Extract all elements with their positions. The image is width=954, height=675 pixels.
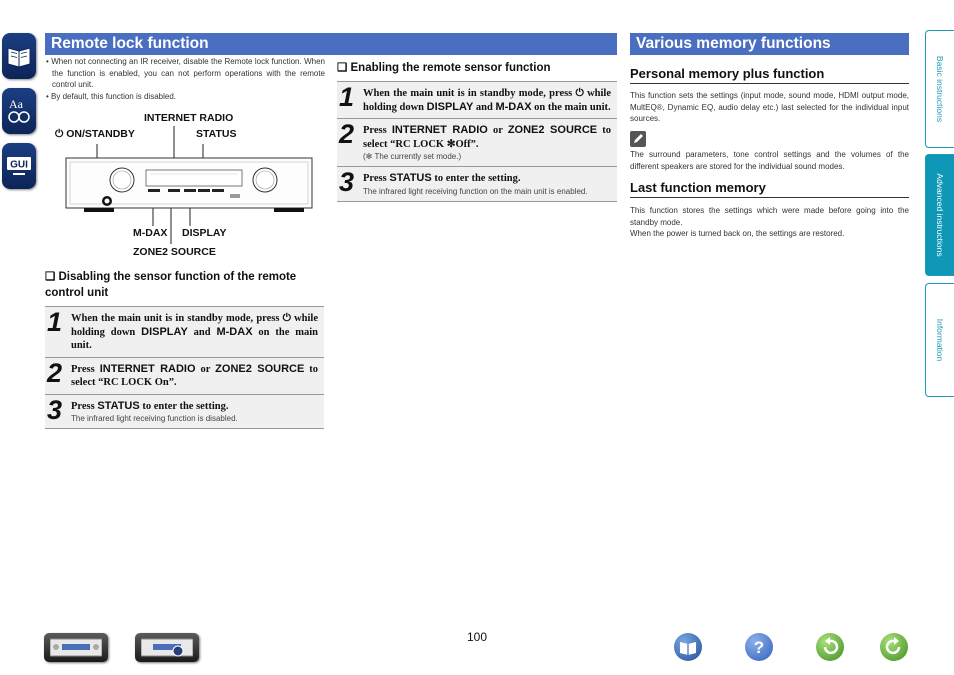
personal-memory-heading: Personal memory plus function bbox=[630, 66, 909, 84]
enable-sensor-heading: ❑ Enabling the remote sensor function bbox=[337, 62, 551, 74]
note-text: The surround parameters, tone control settings and the volumes of the different speakers are stored for the individual sound modes. bbox=[630, 150, 909, 171]
remote-control-icon[interactable] bbox=[135, 633, 199, 662]
front-panel-diagram bbox=[60, 124, 320, 244]
label-m-dax: M-DAX bbox=[133, 227, 168, 239]
step-2: 2 Press INTERNET RADIO or ZONE2 SOURCE to select “RC LOCK ✻Off”. (✻ The currently set mode.) bbox=[337, 119, 617, 167]
disable-sensor-heading: ❑ Disabling the sensor function of the remote control unit bbox=[45, 271, 297, 299]
svg-text:?: ? bbox=[753, 638, 765, 657]
label-internet-radio: INTERNET RADIO bbox=[144, 112, 234, 124]
label-status: STATUS bbox=[196, 128, 237, 140]
contents-book-icon[interactable] bbox=[2, 33, 36, 79]
disable-steps bbox=[45, 306, 324, 429]
tab-basic-instructions[interactable]: Basic instructions bbox=[925, 30, 954, 148]
remote-lock-bullets bbox=[45, 56, 325, 102]
power-icon: ⏻ bbox=[55, 128, 67, 140]
section-title-memory: Various memory functions bbox=[630, 33, 909, 55]
label-zone2-source: ZONE2 SOURCE bbox=[133, 246, 216, 258]
step-1: 1 When the main unit is in standby mode, press ⏻ while holding down DISPLAY and M-DAX on the main unit. bbox=[337, 82, 617, 119]
index-aa-icon[interactable] bbox=[2, 88, 36, 134]
personal-memory-text: This function sets the settings (input mode, sound mode, HDMI output mode, MultEQ®, Dynamic EQ, audio delay etc.) last selected for the individual input sources. bbox=[630, 91, 909, 123]
page-number: 100 bbox=[466, 630, 488, 644]
step-2: 2 Press INTERNET RADIO or ZONE2 SOURCE to select “RC LOCK On”. bbox=[45, 358, 324, 395]
tab-advanced-instructions[interactable]: Advanced instructions bbox=[925, 154, 954, 276]
last-function-heading: Last function memory bbox=[630, 180, 909, 198]
manual-book-icon[interactable] bbox=[674, 633, 702, 661]
front-panel-icon[interactable] bbox=[44, 633, 108, 662]
forward-arrow-icon[interactable] bbox=[880, 633, 908, 661]
label-display: DISPLAY bbox=[182, 227, 227, 239]
svg-text:GUI: GUI bbox=[10, 159, 28, 171]
bullet-item: • When not connecting an IR receiver, disable the Remote lock function. When the function is enabled, you can not perform operations with the remote control unit. bbox=[46, 57, 325, 89]
enable-steps bbox=[337, 81, 617, 202]
pencil-note-icon bbox=[630, 131, 646, 147]
section-title-remote-lock: Remote lock function bbox=[45, 33, 617, 55]
bullet-item: • By default, this function is disabled. bbox=[46, 91, 176, 101]
tab-information[interactable]: Information bbox=[925, 283, 954, 397]
svg-text:Aa: Aa bbox=[9, 97, 23, 111]
step-3: 3 Press STATUS to enter the setting. The infrared light receiving function on the main unit is enabled. bbox=[337, 167, 617, 202]
label-on-standby: ⏻ ON/STANDBY bbox=[55, 128, 135, 140]
last-function-text: This function stores the settings which were made before going into the standby mode. When the power is turned back on, the settings are restored. bbox=[630, 206, 909, 238]
step-1: 1 When the main unit is in standby mode, press ⏻ while holding down DISPLAY and M-DAX on the main unit. bbox=[45, 307, 324, 358]
step-3: 3 Press STATUS to enter the setting. The infrared light receiving function is disabled. bbox=[45, 395, 324, 430]
gui-icon[interactable] bbox=[2, 143, 36, 189]
back-arrow-icon[interactable] bbox=[816, 633, 844, 661]
help-question-icon[interactable] bbox=[745, 633, 773, 661]
